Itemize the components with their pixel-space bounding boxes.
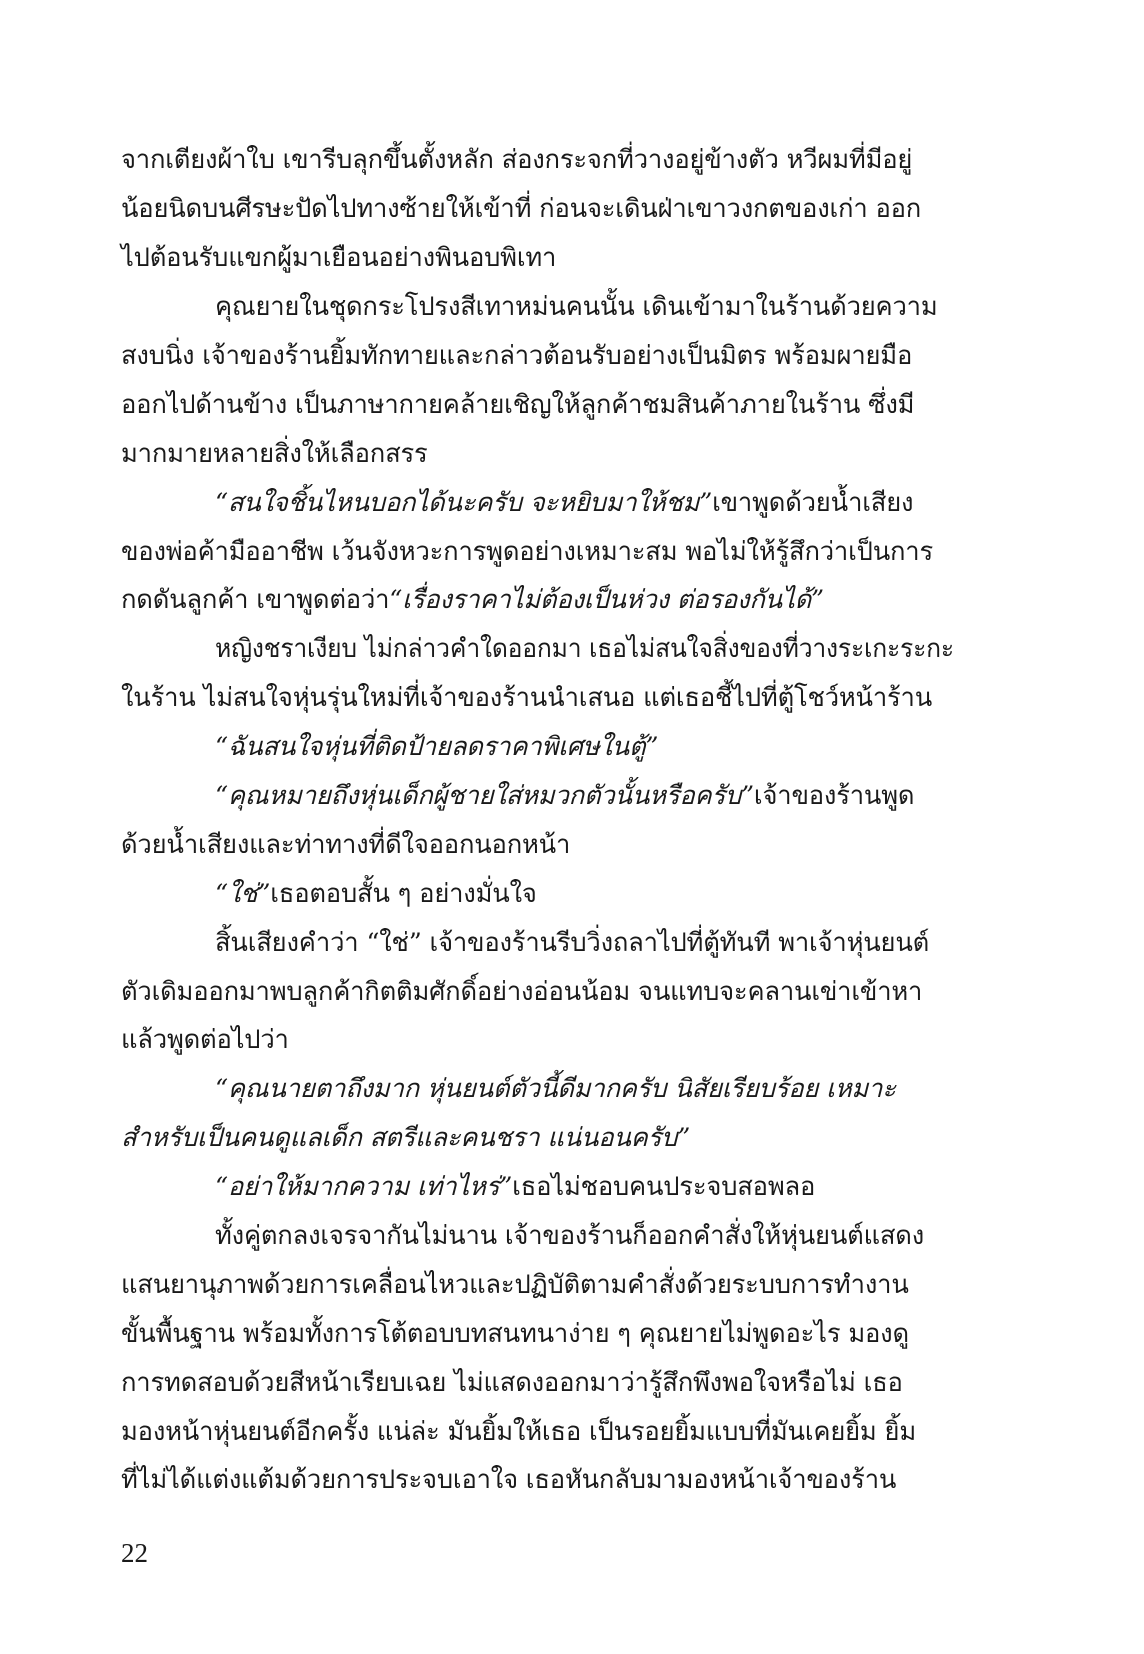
text-line-16: “ใช่” เธอตอบสั้น ๆ อย่างมั่นใจ xyxy=(121,869,954,918)
text-line-6: ออกไปด้านข้าง เป็นภาษากายคล้ายเชิญให้ลูกค้าชมสินค้าภายในร้าน ซึ่งมี xyxy=(121,389,915,420)
text-line-10: กดดันลูกค้า เขาพูดต่อว่า “เรื่องราคาไม่ต้องเป็นห่วง ต่อรองกันได้” xyxy=(121,576,954,625)
text-line-5: สงบนิ่ง เจ้าของร้านยิ้มทักทายและกล่าวต้อนรับอย่างเป็นมิตร พร้อมผายมือ xyxy=(121,341,913,371)
text-line-19: แล้วพูดต่อไปว่า xyxy=(121,1025,289,1056)
dialogue-quote: “คุณนายตาถึงมาก หุ่นยนต์ตัวนี้ดีมากครับ นิสัยเรียบร้อย เหมาะ xyxy=(215,1074,896,1105)
body-text xyxy=(121,136,954,1505)
text-line-22: “อย่าให้มากความ เท่าไหร่” เธอไม่ชอบคนประจบสอพลอ xyxy=(121,1163,954,1212)
text-line-7: มากมายหลายสิ่งให้เลือกสรร xyxy=(121,438,428,469)
text-line-11 xyxy=(121,625,954,674)
text-line-9: ของพ่อค้ามืออาชีพ เว้นจังหวะการพูดอย่างเหมาะสม พอไม่ให้รู้สึกว่าเป็นการ xyxy=(121,536,933,567)
text-line-13 xyxy=(121,723,954,772)
text-line-1: จากเตียงผ้าใบ เขารีบลุกขึ้นตั้งหลัก ส่องกระจกที่วางอยู่ข้างตัว หวีผมที่มีอยู่ xyxy=(121,145,913,176)
text-line-28: ที่ไม่ได้แต่งแต้มด้วยการประจบเอาใจ เธอหันกลับมามองหน้าเจ้าของร้าน xyxy=(121,1465,897,1496)
text-line-25: ขั้นพื้นฐาน พร้อมทั้งการโต้ตอบบทสนทนาง่าย ๆ คุณยายไม่พูดอะไร มองดู xyxy=(121,1318,909,1349)
dialogue-quote: “อย่าให้มากความ เท่าไหร่” xyxy=(215,1172,513,1203)
text-line-4: คุณยายในชุดกระโปรงสีเทาหม่นคนนั้น เดินเข้ามาในร้านด้วยความ xyxy=(215,292,938,323)
dialogue-quote: “เรื่องราคาไม่ต้องเป็นห่วง ต่อรองกันได้” xyxy=(389,585,824,616)
text-line-21 xyxy=(121,1114,954,1163)
dialogue-quote: สำหรับเป็นคนดูแลเด็ก สตรีและคนชรา แน่นอนครับ” xyxy=(121,1123,691,1154)
text-line-12: ในร้าน ไม่สนใจหุ่นรุ่นใหม่ที่เจ้าของร้านนำเสนอ แต่เธอชี้ไปที่ตู้โชว์หน้าร้าน xyxy=(121,683,933,714)
text-line-26: การทดสอบด้วยสีหน้าเรียบเฉย ไม่แสดงออกมาว่ารู้สึกพึงพอใจหรือไม่ เธอ xyxy=(121,1367,903,1398)
dialogue-quote: “ใช่” xyxy=(215,878,271,909)
text-line-14: “คุณหมายถึงหุ่นเด็กผู้ชายใส่หมวกตัวนั้นหรือครับ” เจ้าของร้านพูด xyxy=(121,772,954,821)
text-line-23: ทั้งคู่ตกลงเจรจากันไม่นาน เจ้าของร้านก็ออกคำสั่งให้หุ่นยนต์แสดง xyxy=(215,1221,924,1252)
dialogue-quote: “สนใจชิ้นไหนบอกได้นะครับ จะหยิบมาให้ชม” xyxy=(215,487,713,518)
text-line-17: สิ้นเสียงคำว่า “ใช่” เจ้าของร้านรีบวิ่งถลาไปที่ตู้ทันที พาเจ้าหุ่นยนต์ xyxy=(215,927,930,958)
dialogue-quote: “ฉันสนใจหุ่นที่ติดป้ายลดราคาพิเศษในตู้” xyxy=(215,732,659,763)
text-line-27: มองหน้าหุ่นยนต์อีกครั้ง แน่ล่ะ มันยิ้มให้เธอ เป็นรอยยิ้มแบบที่มันเคยยิ้ม ยิ้ม xyxy=(121,1416,916,1447)
text-line-3: ไปต้อนรับแขกผู้มาเยือนอย่างพินอบพิเทา xyxy=(121,243,557,274)
text-line-2: น้อยนิดบนศีรษะปัดไปทางซ้ายให้เข้าที่ ก่อนจะเดินฝ่าเขาวงกตของเก่า ออก xyxy=(121,194,922,225)
text-line-18: ตัวเดิมออกมาพบลูกค้ากิตติมศักดิ์อย่างอ่อนน้อม จนแทบจะคลานเข่าเข้าหา xyxy=(121,976,923,1007)
page-number: 22 xyxy=(121,1538,148,1568)
dialogue-quote: “คุณหมายถึงหุ่นเด็กผู้ชายใส่หมวกตัวนั้นหรือครับ” xyxy=(215,781,754,812)
line-fit-wrapper: หญิงชราเงียบ ไม่กล่าวคำใดออกมา เธอไม่สนใจสิ่งของที่วางระเกะระกะ xyxy=(215,634,954,665)
text-line-15: ด้วยน้ำเสียงและท่าทางที่ดีใจออกนอกหน้า xyxy=(121,829,571,860)
text-line-24: แสนยานุภาพด้วยการเคลื่อนไหวและปฏิบัติตามคำสั่งด้วยระบบการทำงาน xyxy=(121,1269,909,1300)
text-line-20 xyxy=(121,1065,954,1114)
text-line-8: “สนใจชิ้นไหนบอกได้นะครับ จะหยิบมาให้ชม” เขาพูดด้วยน้ำเสียง xyxy=(121,478,954,527)
